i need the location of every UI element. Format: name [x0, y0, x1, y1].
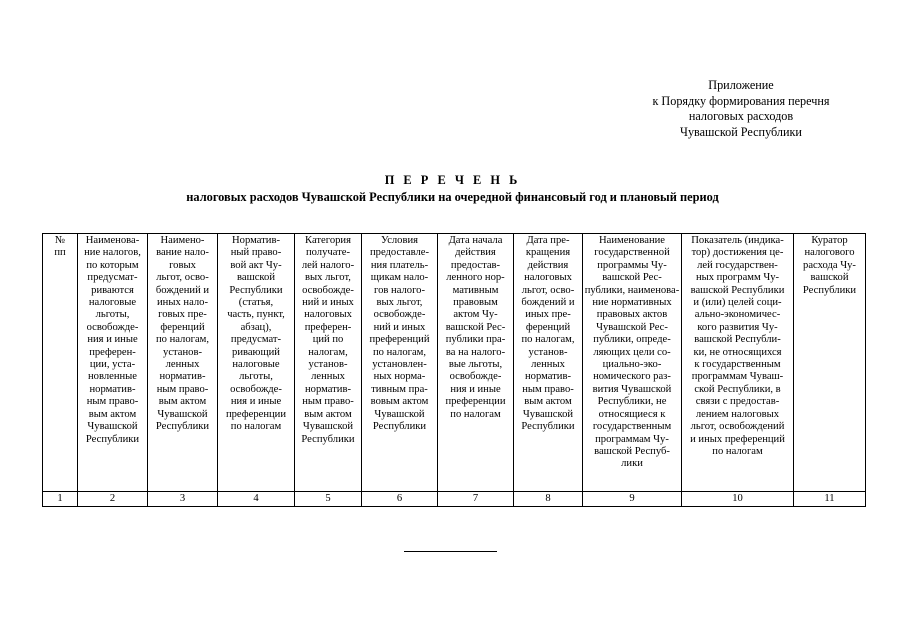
- column-header-line: по налогам,: [372, 346, 427, 358]
- column-number-6: 6: [362, 492, 438, 507]
- column-header-line: норматив-: [305, 383, 351, 395]
- column-header-line: тор) достижения це-: [691, 247, 784, 259]
- column-header-line: Наименова-: [85, 235, 140, 246]
- column-header-line: налоговых: [524, 272, 572, 284]
- column-number-11: 11: [794, 492, 866, 507]
- column-header-line: льгот, освобождений: [690, 421, 785, 433]
- column-header-line: правовым: [453, 297, 498, 309]
- column-header-line: Республики: [372, 421, 427, 433]
- column-header-line: ние нормативных: [592, 297, 672, 309]
- column-header-line: ской Республики, в: [694, 383, 781, 395]
- column-header-line: актом Чу-: [453, 309, 498, 321]
- column-header-line: ций по: [312, 334, 344, 346]
- column-header-line: ным право-: [156, 383, 209, 395]
- column-header-line: лением налоговых: [695, 408, 780, 420]
- column-header-line: норматив-: [525, 371, 571, 383]
- column-header-line: льготы,: [95, 309, 130, 321]
- column-header-line: по налогам: [230, 421, 282, 433]
- column-header-line: Куратор: [811, 235, 848, 246]
- column-header-line: ным право-: [302, 396, 354, 408]
- column-header-line: преферен-: [304, 321, 352, 333]
- column-header-line: №: [54, 235, 66, 246]
- column-header-6: [362, 234, 438, 492]
- column-header-line: Чувашской Рес-: [596, 321, 668, 333]
- column-header-line: Чувашской: [87, 421, 138, 433]
- column-header-line: государственным: [592, 421, 672, 433]
- column-header-line: освобожде-: [230, 383, 282, 395]
- column-header-line: вития Чувашской: [592, 383, 672, 395]
- column-header-line: преференции: [445, 396, 506, 408]
- column-header-line: вой акт Чу-: [230, 259, 282, 271]
- column-header-line: действия: [455, 247, 496, 259]
- column-header-line: пп: [54, 247, 66, 259]
- column-header-line: Показатель (индика-: [691, 235, 784, 246]
- column-header-line: вашской: [237, 272, 275, 284]
- column-header-line: публики, наименова-: [584, 284, 680, 296]
- column-header-line: вым актом: [524, 396, 572, 408]
- column-header-line: вые льготы,: [448, 359, 503, 371]
- column-header-11: [794, 234, 866, 492]
- appendix-note: [600, 78, 882, 140]
- column-header-line: щикам нало-: [370, 272, 429, 284]
- column-header-line: налогового: [804, 247, 855, 259]
- column-header-line: гов налого-: [374, 284, 425, 296]
- column-header-line: Чувашской: [374, 408, 425, 420]
- column-header-line: мативным: [452, 284, 499, 296]
- column-number-2: 2: [78, 492, 148, 507]
- column-header-line: установ-: [308, 359, 348, 371]
- title-heading: П Е Р Е Ч Е Н Ь: [384, 173, 521, 187]
- column-header-5: [295, 234, 362, 492]
- column-header-line: государственной: [594, 247, 670, 259]
- column-header-9: [583, 234, 682, 492]
- column-header-line: программы Чу-: [597, 259, 667, 271]
- column-header-line: Республики: [85, 433, 140, 445]
- column-header-line: Наименование: [599, 235, 665, 246]
- column-header-line: Чувашской: [302, 421, 354, 433]
- column-header-7: [438, 234, 514, 492]
- column-header-line: бождений и: [155, 284, 210, 296]
- column-header-line: правовых актов: [596, 309, 668, 321]
- column-header-line: ния и иные: [450, 383, 501, 395]
- column-header-line: новленные: [88, 371, 137, 383]
- column-header-8: [514, 234, 583, 492]
- column-header-4: [218, 234, 295, 492]
- column-number-8: 8: [514, 492, 583, 507]
- column-header-line: кращения: [525, 247, 571, 259]
- column-header-line: вым актом: [158, 396, 207, 408]
- column-header-line: и (или) целей соци-: [693, 297, 782, 309]
- column-header-line: программам Чу-: [595, 433, 669, 445]
- column-header-line: ференций: [525, 321, 571, 333]
- appendix-line: налоговых расходов: [688, 109, 794, 123]
- appendix-line: Чувашской Республики: [680, 124, 802, 139]
- column-header-line: действия: [527, 259, 569, 271]
- column-number-5: 5: [295, 492, 362, 507]
- column-header-line: Республики, не: [597, 396, 667, 408]
- column-header-line: к государственным: [694, 359, 781, 371]
- column-header-line: публики, опреде-: [593, 334, 671, 346]
- column-header-line: ных программ Чу-: [695, 272, 780, 284]
- appendix-line: к Порядку формирования перечня: [652, 93, 830, 108]
- column-header-line: иных нало-: [157, 297, 208, 309]
- column-header-line: ным право-: [86, 396, 139, 408]
- column-header-line: говых: [169, 259, 196, 271]
- column-header-line: установ-: [528, 346, 568, 358]
- column-header-line: налоговые: [232, 359, 280, 371]
- column-header-line: вашской: [810, 272, 849, 284]
- column-header-line: вашской Рес-: [445, 321, 506, 333]
- column-number-7: 7: [438, 492, 514, 507]
- column-header-line: вых льгот,: [376, 297, 423, 309]
- column-header-3: [148, 234, 218, 492]
- column-number-9: 9: [583, 492, 682, 507]
- column-header-line: установлен-: [372, 359, 427, 371]
- column-header-line: ний и иных: [302, 297, 354, 309]
- column-header-line: Республики: [155, 421, 210, 433]
- table-header-row: [43, 234, 866, 492]
- column-header-line: по которым: [86, 259, 139, 271]
- column-header-line: Наимено-: [160, 235, 205, 246]
- column-header-line: ки, не относящихся: [693, 346, 782, 358]
- column-header-line: норматив-: [159, 371, 206, 383]
- column-header-line: абзац),: [240, 321, 272, 333]
- column-number-4: 4: [218, 492, 295, 507]
- column-header-line: иных пре-: [525, 309, 571, 321]
- column-header-line: связи с предостав-: [695, 396, 780, 408]
- column-header-line: освобожде-: [302, 284, 354, 296]
- column-header-line: норматив-: [89, 383, 136, 395]
- column-header-line: Дата пре-: [526, 235, 570, 246]
- column-header-line: ния и иные: [230, 396, 282, 408]
- column-header-line: ленных: [311, 371, 345, 383]
- column-header-line: преференции: [225, 408, 287, 420]
- column-header-line: Республики: [521, 421, 575, 433]
- column-number-10: 10: [682, 492, 794, 507]
- column-header-line: программам Чуваш-: [691, 371, 784, 383]
- column-header-1: [43, 234, 78, 492]
- column-header-10: [682, 234, 794, 492]
- column-header-line: ленных: [165, 359, 200, 371]
- column-header-line: ния платель-: [370, 259, 429, 271]
- column-header-line: ции, уста-: [89, 359, 136, 371]
- column-header-line: вым актом: [88, 408, 137, 420]
- column-header-line: и иных преференций: [690, 433, 785, 445]
- column-number-3: 3: [148, 492, 218, 507]
- column-header-line: установ-: [163, 346, 202, 358]
- column-header-line: вых льгот,: [305, 272, 351, 284]
- column-header-line: предостав-: [450, 259, 501, 271]
- column-header-line: вашской Рес-: [602, 272, 662, 284]
- tax-expenditure-table: [42, 233, 866, 507]
- column-header-line: льготы,: [239, 371, 273, 383]
- column-header-line: Республики: [802, 284, 857, 296]
- column-header-line: циально-эко-: [602, 359, 662, 371]
- column-header-line: ных норма-: [373, 371, 426, 383]
- column-header-line: (статья,: [238, 297, 274, 309]
- title-subheading: налоговых расходов Чувашской Республики на очередной финансовый год и плановый период: [186, 189, 719, 204]
- column-header-line: ляющих цели со-: [593, 346, 671, 358]
- column-header-line: ние налогов,: [84, 247, 141, 259]
- column-header-line: публики пра-: [445, 334, 506, 346]
- column-header-line: по налогам,: [521, 334, 575, 346]
- column-header-line: Республики: [301, 433, 355, 445]
- column-header-line: предусмат-: [230, 334, 282, 346]
- column-header-line: ленных: [531, 359, 565, 371]
- column-header-line: вание нало-: [156, 247, 209, 259]
- column-header-line: ально-экономичес-: [694, 309, 781, 321]
- column-header-line: вашской Респуб-: [594, 445, 670, 457]
- column-header-line: ния и иные: [87, 334, 138, 346]
- column-header-line: ривающий: [232, 346, 280, 358]
- column-header-line: ленного нор-: [446, 272, 505, 284]
- column-header-line: Чувашской: [157, 408, 208, 420]
- column-number-row: [43, 492, 866, 507]
- appendix-line: Приложение: [708, 78, 774, 92]
- column-header-line: кого развития Чу-: [697, 321, 778, 333]
- column-header-line: Дата начала: [448, 235, 503, 246]
- column-header-line: риваются: [91, 284, 134, 296]
- column-header-line: преферен-: [89, 346, 136, 358]
- column-header-line: ный право-: [230, 247, 282, 259]
- column-header-line: освобожде-: [373, 309, 426, 321]
- column-header-line: по налогам: [712, 445, 763, 457]
- column-header-line: получате-: [305, 247, 351, 259]
- column-header-2: [78, 234, 148, 492]
- column-header-line: ференций: [160, 321, 205, 333]
- column-header-line: преференций: [369, 334, 430, 346]
- column-header-line: освобожде-: [86, 321, 139, 333]
- column-header-line: предоставле-: [369, 247, 430, 259]
- column-header-line: налоговые: [88, 297, 137, 309]
- column-header-line: ным право-: [522, 383, 574, 395]
- column-header-line: ва на налого-: [445, 346, 506, 358]
- column-header-line: вашской Республики: [690, 284, 785, 296]
- column-header-line: льгот, осво-: [156, 272, 209, 284]
- closing-rule: [404, 551, 497, 552]
- column-header-line: тивным пра-: [371, 383, 428, 395]
- column-header-line: лики: [621, 458, 643, 470]
- column-header-line: говых пре-: [158, 309, 207, 321]
- column-header-line: по налогам,: [155, 334, 210, 346]
- column-header-line: лей государствен-: [697, 259, 778, 271]
- column-header-line: ний и иных: [373, 321, 426, 333]
- column-header-line: Условия: [380, 235, 419, 246]
- column-header-line: лей налого-: [301, 259, 355, 271]
- column-header-line: Категория: [305, 235, 351, 246]
- column-header-line: по налогам: [450, 408, 501, 420]
- document-title: [0, 172, 905, 205]
- column-header-line: вовым актом: [370, 396, 429, 408]
- column-header-line: вым актом: [304, 408, 352, 420]
- column-header-line: вашской Республи-: [694, 334, 781, 346]
- column-header-line: Норматив-: [232, 235, 280, 246]
- column-header-line: освобожде-: [449, 371, 502, 383]
- column-header-line: расхода Чу-: [803, 259, 856, 271]
- column-header-line: номического раз-: [593, 371, 671, 383]
- column-header-line: Чувашской: [522, 408, 574, 420]
- column-header-line: налоговых: [304, 309, 352, 321]
- column-header-line: относящиеся к: [598, 408, 666, 420]
- column-number-1: 1: [43, 492, 78, 507]
- column-header-line: льгот, осво-: [521, 284, 575, 296]
- column-header-line: предусмат-: [87, 272, 138, 284]
- column-header-line: Республики: [229, 284, 283, 296]
- column-header-line: часть, пункт,: [227, 309, 285, 321]
- column-header-line: налогам,: [308, 346, 348, 358]
- column-header-line: бождений и: [521, 297, 575, 309]
